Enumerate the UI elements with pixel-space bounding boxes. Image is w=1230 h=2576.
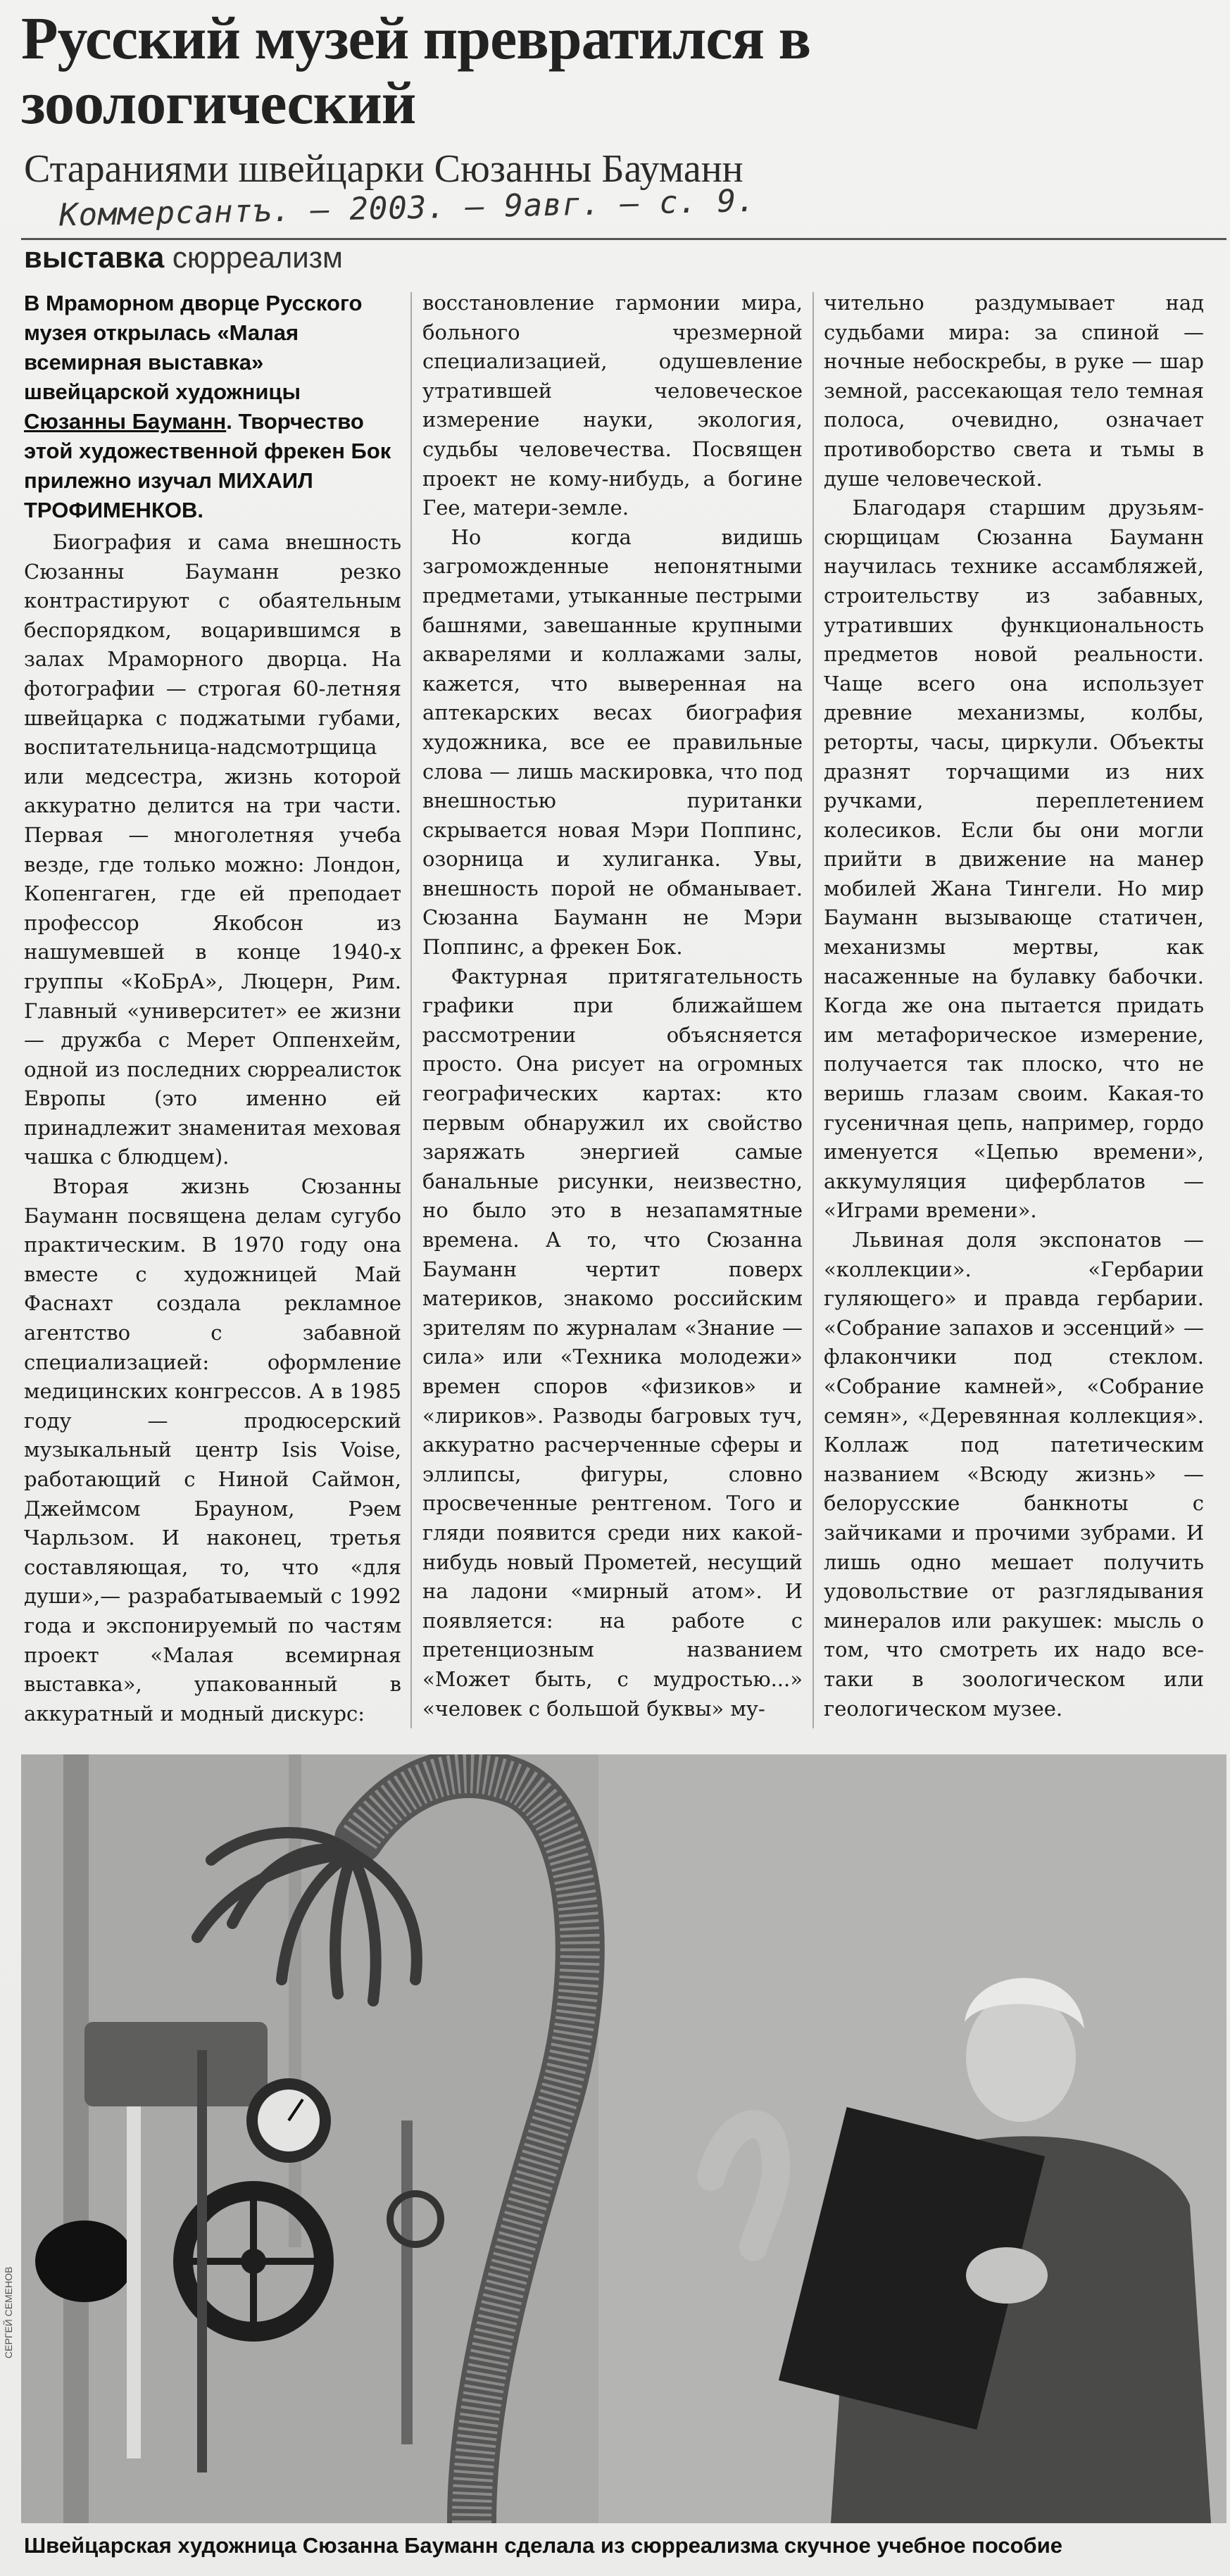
column-rule — [812, 292, 814, 1728]
article-photo — [21, 1754, 1226, 2523]
paragraph: восстановление гармонии мира, больного чрезмерной специализацией, одушевление утратившей человеческое измерение науки, экология, судьбы человечества. Посвящен проект не кому-нибудь, а богине Гее, матери-земле. — [422, 291, 803, 520]
column-rule — [410, 292, 412, 1728]
photo-caption: Швейцарская художница Сюзанна Бауманн сделала из сюрреализма скучное учебное пособие — [24, 2533, 1062, 2558]
paragraph: Фактурная притягательность графики при ближайшем рассмотрении объясняется просто. Она рисует на огромных географических картах: кто первым обнаружил их свойство заряжать энергией самые банальные рисунки, неизвестно, но было это в незапамятные времена. А то, что Сюзанна Бауманн чертит поверх материков, знакомо российским зрителям по журналам «Знание — сила» или «Техника молодежи» времен споров «физиков» и «лириков». Разводы багровых туч, аккуратно расчерченные сферы и эллипсы, фигуры, словно просвеченные рентгеном. Того и гляди появится среди них какой-нибудь новый Прометей, несущий на ладони «мирный атом». И появляется: на работе с претенциозным названием «Может быть, с мудростью...» «человек с большой буквы» му- — [422, 964, 803, 1721]
article-subtitle: Стараниями швейцарки Сюзанны Бауманн — [24, 147, 743, 191]
rubric-section: выставка — [24, 241, 165, 274]
paragraph: Вторая жизнь Сюзанны Бауманн посвящена делам сугубо практическим. В 1970 году она вместе с художницей Май Фаснахт создала рекламное агентство с забавной специализацией: оформление медицинских конгрессов. А в 1985 году — продюсерский музыкальный центр Isis Voise, работающий с Ниной Саймон, Джеймсом Брауном, Рэем Чарльзом. И наконец, третья составляющая, то, что «для души»,— разрабатываемый с 1992 года и экспонируемый по частям проект «Малая всемирная выставка», упакованный в аккуратный и модный дискурс: — [24, 1174, 401, 1726]
lead-part-2: . Творчество этой художественной фрекен Бок прилежно изучал МИХАИЛ ТРОФИМЕНКОВ. — [24, 409, 391, 522]
paragraph: Биография и сама внешность Сюзанны Бауманн резко контрастируют с обаятельным беспорядком, воцарившимся в залах Мраморного дворца. На фотографии — строгая 60-летняя швейцарка с поджатыми губами, воспитательница-надсмотрщица или медсестра, жизнь которой аккуратно делится на три части. Первая — многолетняя учеба везде, где только можно: Лондон, Копенгаген, где ей преподает профессор Якобсон из нашумевшей в конце 1940-х группы «КоБрА», Люцерн, Рим. Главный «университет» ее жизни — дружба с Мерет Оппенхейм, одной из последних сюрреалисток Европы (это именно ей принадлежит знаменитая меховая чашка с блюдцем). — [24, 530, 401, 1169]
article-title: Русский музей превратился в зоологический — [21, 4, 811, 137]
article-column-2 — [422, 289, 803, 1739]
lead-artist-name: Сюзанны Бауманн — [24, 409, 227, 434]
article-column-3 — [824, 289, 1204, 1739]
article-column-1 — [24, 289, 401, 1739]
rubric — [24, 239, 343, 276]
handwritten-source-note: Коммерсантъ. – 2003. – 9авг. – с. 9. — [58, 182, 757, 234]
paragraph: Львиная доля экспонатов — «коллекции». «Гербарии гуляющего» и правда гербарии. «Собрание запахов и эссенций» — флакончики под стеклом. «Собрание камней», «Собрание семян», «Деревянная коллекция». Коллаж под патетическим названием «Всюду жизнь» — белорусские банкноты с зайчиками и прочими зубрами. И лишь одно мешает получить удовольствие от разглядывания минералов или ракушек: мысль о том, что смотреть их надо все-таки в зоологическом или геологическом музее. — [824, 1228, 1204, 1721]
lead-part-1: В Мраморном дворце Русского музея открылась «Малая всемирная выставка» швейцарской художницы — [24, 291, 363, 404]
paragraph: Благодаря старшим друзьям-сюрщицам Сюзанна Бауманн научилась технике ассамбляжей, строительству из забавных, утративших функциональность предметов новой реальности. Чаще всего она использует древние механизмы, колбы, реторты, часы, циркули. Объекты дразнят торчащими из них ручками, переплетением колесиков. Если бы они могли прийти в движение на манер мобилей Жана Тингели. Но мир Бауманн вызывающе статичен, механизмы мертвы, как насаженные на булавку бабочки. Когда же она пытается придать им метафорическое измерение, получается так плоско, что не веришь глазам своим. Какая-то гусеничная цепь, например, гордо именуется «Цепью времени», аккумуляция циферблатов — «Играми времени». — [824, 496, 1204, 1223]
article-lead — [24, 289, 401, 525]
photo-illustration — [21, 1754, 1226, 2523]
paragraph: Но когда видишь загроможденные непонятными предметами, утыканные пестрыми башнями, завешанные крупными акварелями и коллажами залы, кажется, что выверенная на аптекарских весах биография художника, все ее правильные слова — лишь маскировка, что под внешностью пуританки скрывается новая Мэри Поппинс, озорница и хулиганка. Увы, внешность порой не обманывает. Сюзанна Бауманн не Мэри Поппинс, а фрекен Бок. — [422, 524, 803, 960]
paragraph: чительно раздумывает над судьбами мира: за спиной — ночные небоскребы, в руке — шар земной, рассекающая тело темная полоса, очевидно, означает противоборство света и тьмы в душе человеческой. — [824, 291, 1204, 491]
rubric-topic: сюрреализм — [172, 241, 343, 274]
photo-credit: СЕРГЕЙ СЕМЕНОВ — [3, 2266, 14, 2358]
